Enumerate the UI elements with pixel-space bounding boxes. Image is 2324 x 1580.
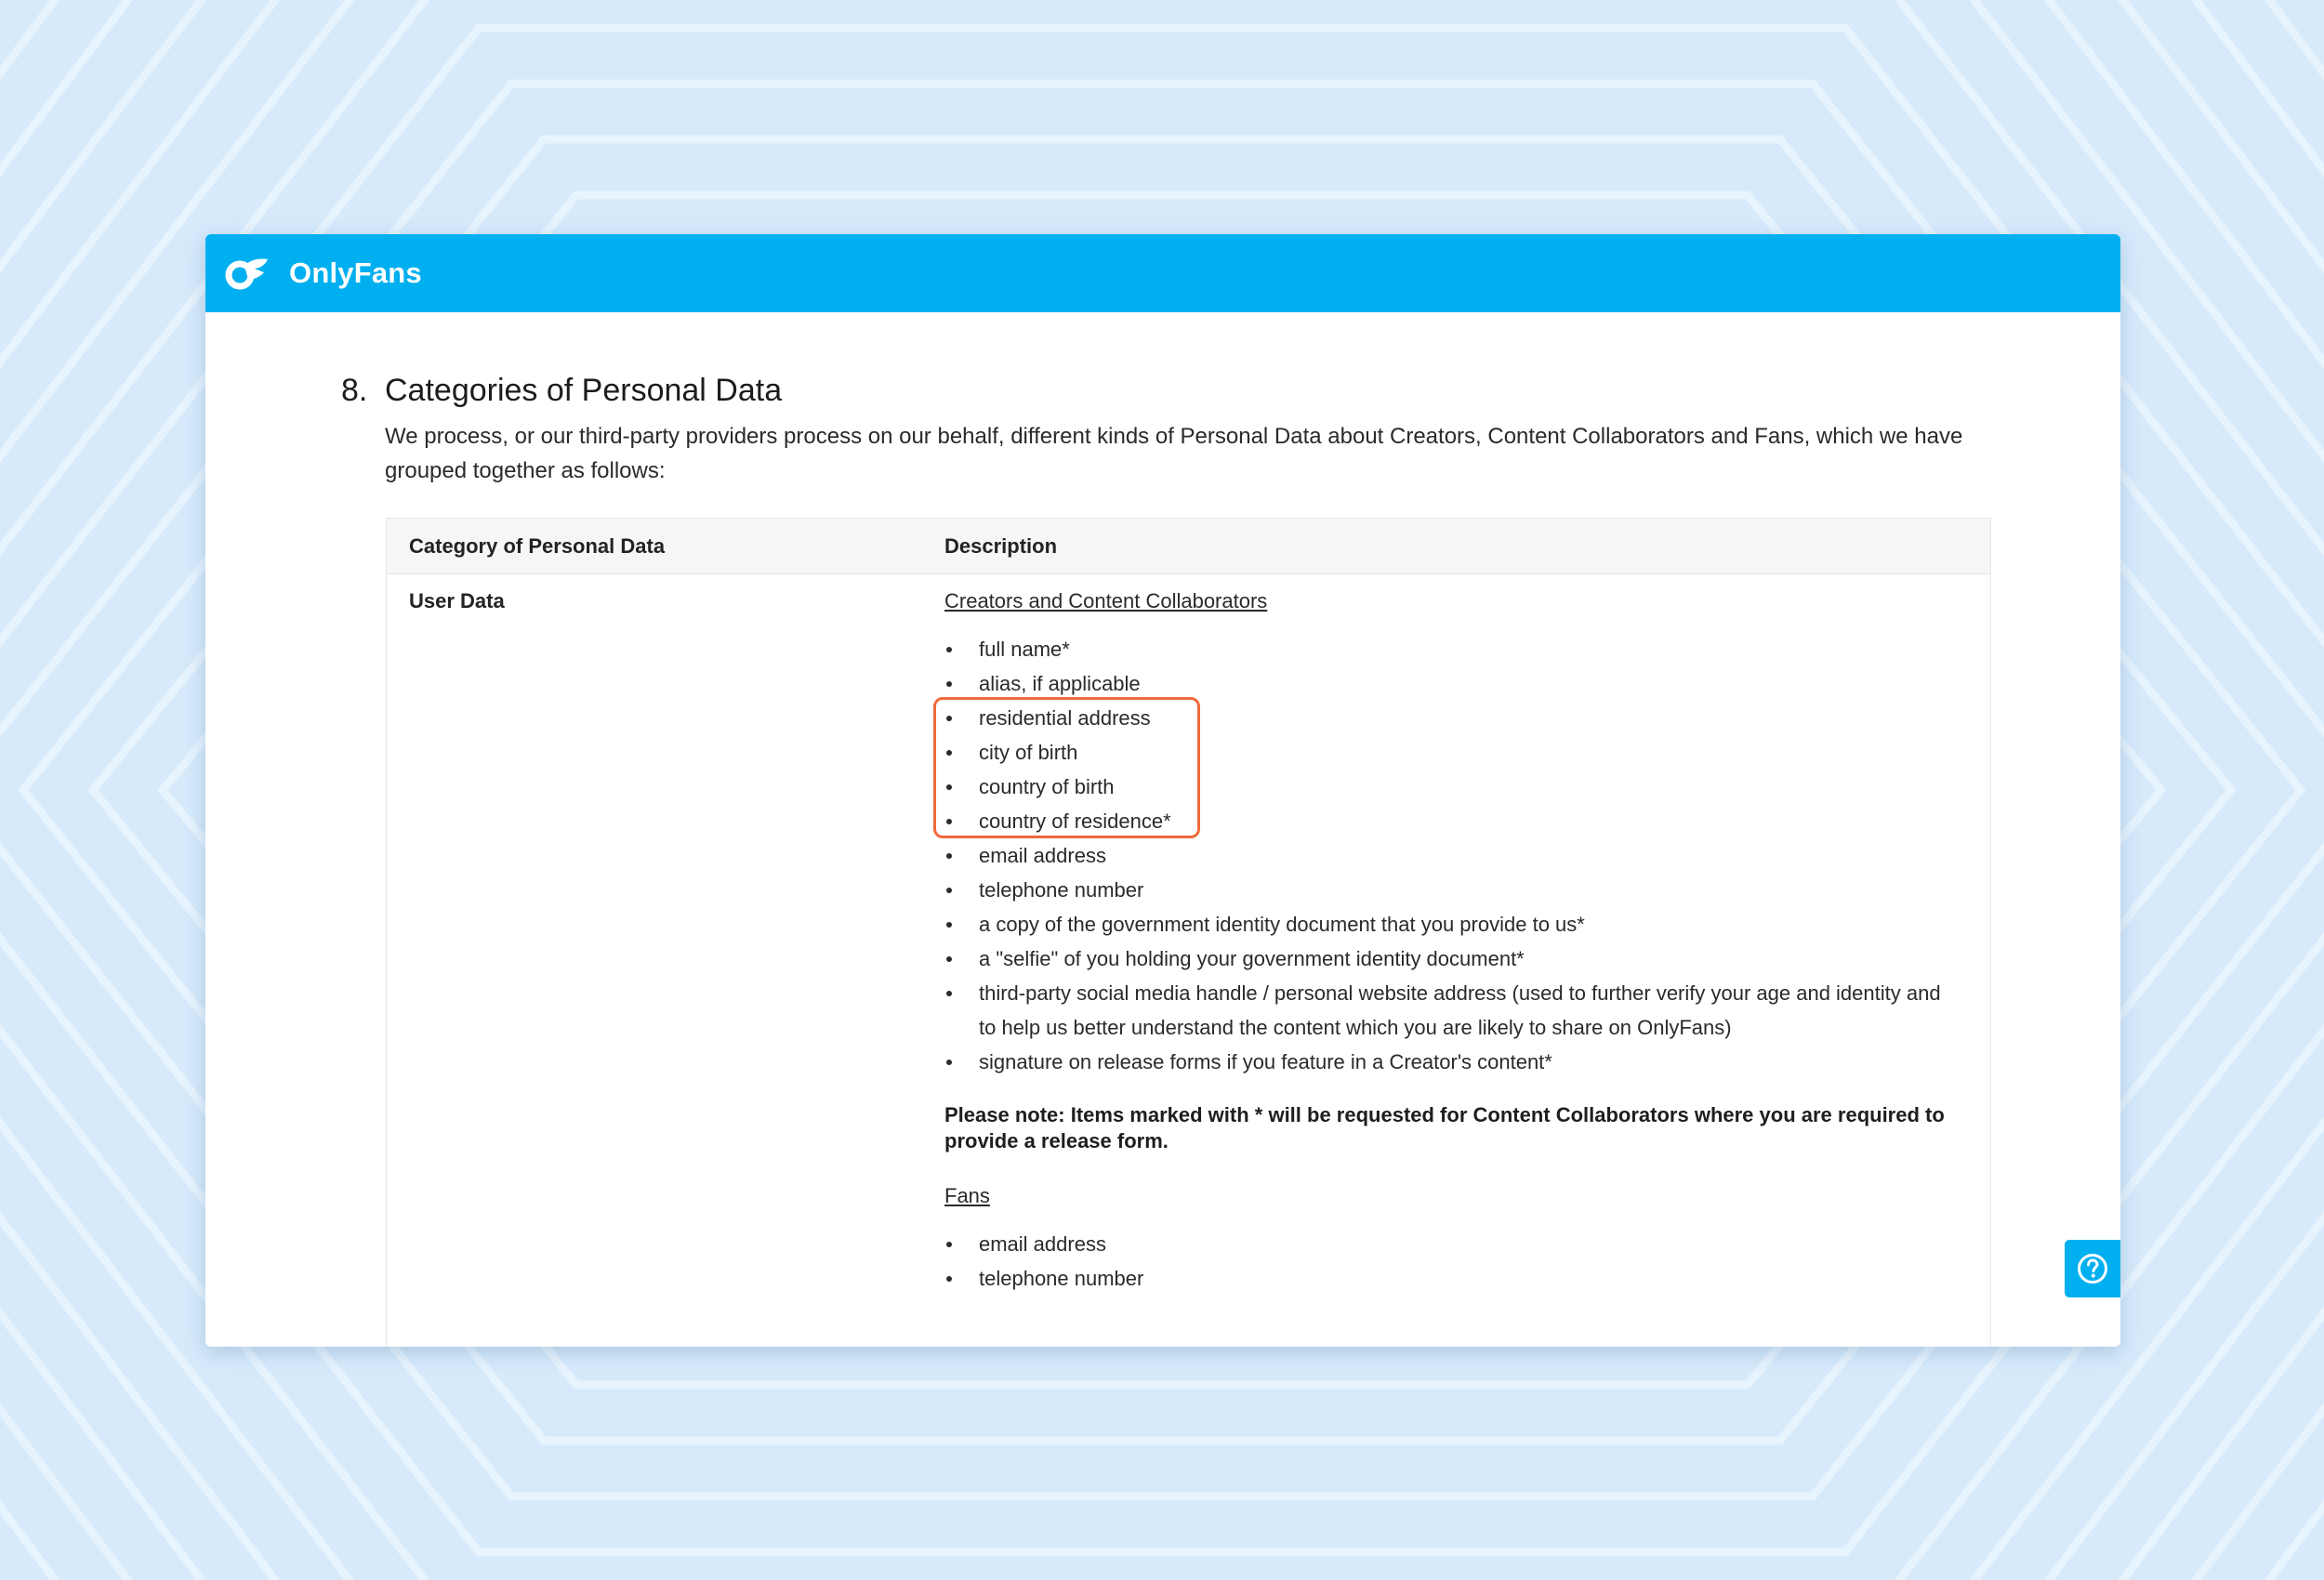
onlyfans-logo-icon[interactable] <box>224 251 269 296</box>
list-item: country of birth <box>944 770 1948 804</box>
column-header-description: Description <box>944 534 1058 558</box>
list-item: telephone number <box>944 1261 1948 1296</box>
list-item: third-party social media handle / personal website address (used to further verify your age and identity and to help us better understand the content which you are likely to share on OnlyFans) <box>944 976 1948 1045</box>
list-item: city of birth <box>944 735 1948 770</box>
highlight-box <box>933 697 1200 838</box>
creators-heading: Creators and Content Collaborators <box>944 589 1268 612</box>
description-cell <box>944 587 1948 1296</box>
list-item: telephone number <box>944 873 1948 907</box>
section-number: 8. <box>341 373 368 408</box>
table-header <box>387 519 1990 574</box>
category-user-data: User Data <box>409 589 505 612</box>
fans-heading: Fans <box>944 1184 990 1207</box>
list-item: alias, if applicable <box>944 666 1948 701</box>
list-item: full name* <box>944 632 1948 666</box>
column-header-category: Category of Personal Data <box>409 534 666 558</box>
list-item: signature on release forms if you feature in a Creator's content* <box>944 1045 1948 1079</box>
list-item: email address <box>944 838 1948 873</box>
list-item: email address <box>944 1227 1948 1261</box>
list-item: country of residence* <box>944 804 1948 838</box>
section-intro: We process, or our third-party providers process on our behalf, different kinds of Personal Data about Creators, Content Collaborators and Fans, which we have grouped together as follows: <box>385 424 1963 483</box>
list-item: a "selfie" of you holding your government identity document* <box>944 941 1948 976</box>
brand-name: OnlyFans <box>289 257 422 289</box>
personal-data-table <box>386 518 1991 1347</box>
top-bar <box>205 234 2120 312</box>
release-form-note: Please note: Items marked with * will be requested for Content Collaborators where you are required to provide a release form. <box>944 1103 1945 1152</box>
section-title: Categories of Personal Data <box>385 373 783 408</box>
list-item: a copy of the government identity document that you provide to us* <box>944 907 1948 941</box>
fans-list <box>944 1227 1948 1296</box>
list-item: residential address <box>944 701 1948 735</box>
help-button[interactable] <box>2065 1240 2120 1297</box>
help-question-icon <box>2077 1253 2108 1284</box>
browser-window <box>205 234 2120 1347</box>
